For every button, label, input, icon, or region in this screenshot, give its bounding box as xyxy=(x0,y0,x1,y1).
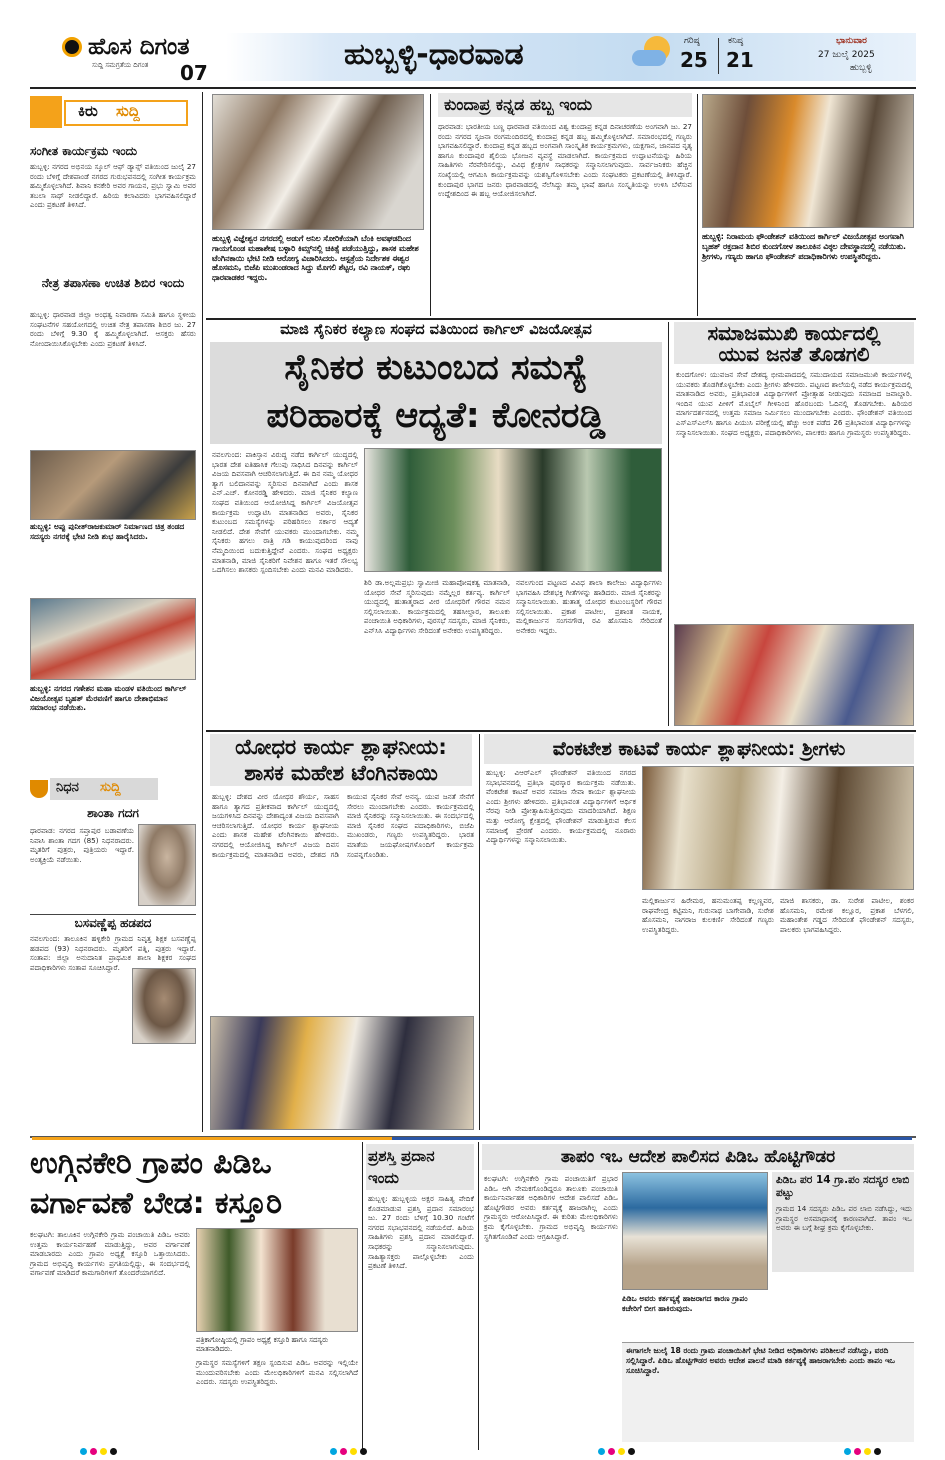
top-photo-2 xyxy=(702,94,914,228)
obit-divider xyxy=(30,914,196,915)
prashasti-headline-line1: ಪ್ರಶಸ್ತಿ ಪ್ರದಾನ xyxy=(368,1147,435,1165)
uggin-headline-line1: ಉಗ್ಗಿನಕೇರಿ ಗ್ರಾಪಂ ಪಿಡಿಒ xyxy=(30,1146,272,1181)
kiru-title-b: ಸುದ್ದಿ xyxy=(116,102,140,120)
top-photo-2-caption: ಹುಬ್ಬಳ್ಳಿ: ನಿರಾಮಯ ಫೌಂಡೇಶನ್ ವತಿಯಿಂದ ಕಾರ್ಗಿಲ್ ವಿಜಯೋತ್ಸವ ಅಂಗವಾಗಿ ಬೃಹತ್ ರಕ್ತದಾನ ಶಿಬಿರ ಕುಂದಗೋಳ ತಾಲೂಕಿನ ವಿಠ್ಠಲ ದೇವಸ್ಥಾನದಲ್ಲಿ ನಡೆಯಿತು. ಶ್ರೀಗಳು, ಗಣ್ಯರು ಹಾಗೂ ಫೌಂಡೇಶನ್ ಪದಾಧಿಕಾರಿಗಳು ಉಪಸ್ಥಿತರಿದ್ದರು. xyxy=(702,232,906,261)
kannada-habba-body: ಧಾರವಾಡ: ಭಾರತೀಯ ಬಣ್ಣ ಧಾರವಾಡ ವತಿಯಿಂದ ವಿಶ್ವ ಕುಂದಾಪ್ರ ಕನ್ನಡ ದಿನಾಚರಣೆಯ ಅಂಗವಾಗಿ ಜು. 27 ರಂದು ನಗರದ ಸೃಜನಾ ರಂಗಮಂದಿರದಲ್ಲಿ ಕುಂದಾಪ್ರ ಕನ್ನಡ ಹಬ್ಬ ಹಮ್ಮಿಕೊಳ್ಳಲಾಗಿದೆ. ಸಮಾರಂಭದಲ್ಲಿ ಗಣ್ಯರು ಭಾಗವಹಿಸಲಿದ್ದಾರೆ. ಕುಂದಾಪ್ರ ಕನ್ನಡ ಹಬ್ಬದ ಅಂಗವಾಗಿ ಸಾಂಸ್ಕೃತಿಕ ಕಾರ್ಯಕ್ರಮಗಳು, ಯಕ್ಷಗಾನ, ಜಾನಪದ ನೃತ್ಯ ಹಾಗೂ ಕುಂದಾಪುರ ಶೈಲಿಯ ಭೋಜನ ವ್ಯವಸ್ಥೆ ಮಾಡಲಾಗಿದೆ. ಕಾರ್ಯಕ್ರಮದ ಉದ್ಘಾಟನೆಯನ್ನು ಹಿರಿಯ ಸಾಹಿತಿಗಳು ನೆರವೇರಿಸಲಿದ್ದು, ವಿವಿಧ ಕ್ಷೇತ್ರಗಳ ಸಾಧಕರನ್ನು ಸನ್ಮಾನಿಸಲಾಗುವುದು. ಸಾರ್ವಜನಿಕರು ಹೆಚ್ಚಿನ ಸಂಖ್ಯೆಯಲ್ಲಿ ಆಗಮಿಸಿ ಕಾರ್ಯಕ್ರಮವನ್ನು ಯಶಸ್ವಿಗೊಳಿಸಬೇಕು ಎಂದು ಸಂಘಟಕರು ಪ್ರಕಟಣೆಯಲ್ಲಿ ತಿಳಿಸಿದ್ದಾರೆ. ಕುಂದಾಪುರ ಭಾಗದ ಜನರು ಧಾರವಾಡದಲ್ಲಿ ನೆಲೆಸಿದ್ದು ತಮ್ಮ ಭಾಷೆ ಹಾಗೂ ಸಂಸ್ಕೃತಿಯನ್ನು ಉಳಿಸಿ ಬೆಳೆಸುವ ಉದ್ದೇಶದಿಂದ ಈ ಹಬ್ಬ ಆಯೋಜಿಸಲಾಗಿದೆ. xyxy=(438,122,692,199)
max-temp: 25 xyxy=(680,48,708,72)
left-column-rule xyxy=(202,92,203,1132)
taapam-photo-caption: ಪಿಡಿಒ ಅವರು ಕರ್ತವ್ಯಕ್ಕೆ ಹಾಜರಾಗದ ಕಾರಣ ಗ್ರಾಪಂ ಕಚೇರಿಗೆ ಬೀಗ ಹಾಕಿರುವುದು. xyxy=(622,1294,748,1313)
youth-photo xyxy=(674,624,914,726)
taapam-side-headline: ಪಿಡಿಒ ಪರ 14 ಗ್ರಾ.ಪಂ ಸದಸ್ಯರ ಲಾಬಿ ಪಟ್ಟು xyxy=(776,1174,910,1199)
top-photo-1-caption: ಹುಬ್ಬಳ್ಳಿ ವಿಜ್ಞೇಶ್ವರ ನಗರದಲ್ಲಿ ಅಡುಗೆ ಅನಿಲ ಸೋರಿಕೆಯಾಗಿ ಬೆಂಕಿ ಅವಘಡದಿಂದ ಗಾಯಗೊಂಡ ಮಹಾಶೇಷ ಬಳ್ಳಾರಿ ಕಿಮ್ಸ್‌ನಲ್ಲಿ ಚಿಕಿತ್ಸೆ ಪಡೆಯುತ್ತಿದ್ದು, ಶಾಸಕ ಮಹೇಶ ಟೆಂಗಿನಕಾಯಿ ಭೇಟಿ ನೀಡಿ ಆರೋಗ್ಯ ವಿಚಾರಿಸಿದರು. ಆಸ್ಪತ್ರೆಯ ನಿರ್ದೇಶಕ ಈಶ್ವರ ಹೊಸಮನಿ, ಬಿಜೆಪಿ ಮುಖಂಡರಾದ ಸಿದ್ದು ಮೊಗಲಿ ಶೆಟ್ಟರ, ರವಿ ನಾಯಕ್, ರಘು ಧಾರವಾಡಕರ ಇದ್ದರು. xyxy=(212,234,419,283)
obit-2-photo xyxy=(132,968,196,1044)
yodha-headline-line1: ಯೋಧರ ಕಾರ್ಯ ಶ್ಲಾಘನೀಯ: xyxy=(235,735,447,759)
youth-headline-line2: ಯುವ ಜನತೆ ತೊಡಗಲಿ xyxy=(718,342,870,366)
uggin-photo-caption: ಪತ್ರಿಕಾಗೋಷ್ಠಿಯಲ್ಲಿ ಗ್ರಾಪಂ ಅಧ್ಯಕ್ಷೆ ಕಸ್ತೂರಿ ಹಾಗೂ ಸದಸ್ಯರು ಮಾತನಾಡಿದರು. xyxy=(196,1336,329,1353)
masthead-band xyxy=(226,33,916,81)
min-temp: 21 xyxy=(726,48,754,72)
obit-2-body-top: ನವಲಗುಂದ: ತಾಲೂಕಿನ ಹಳ್ಳಿಕೇರಿ ಗ್ರಾಮದ ನಿವೃತ್ತ ಶಿಕ್ಷಕ ಬಸವಣ್ಣೆಪ್ಪ ಹಡಪದ (93) ನಿಧನರಾದರು. ಮೃತರಿಗೆ ಪತ್ನಿ, ಪುತ್ರರು ಇದ್ದಾರೆ. ಸಂತಾಪ: ಜಿಲ್ಲಾ ಅನುದಾನಿತ ಪ್ರಾಥಮಿಕ ಶಾಲಾ ಶಿಕ್ಷಕರ ಸಂಘದ ಪದಾಧಿಕಾರಿಗಳು ಸಂತಾಪ ಸೂಚಿಸಿದ್ದಾರೆ. xyxy=(30,934,196,972)
venkatesh-body-col1: ಹುಬ್ಬಳ್ಳಿ: ವಿಆರ್‌ಎಲ್ ಫೌಂಡೇಶನ್ ವತಿಯಿಂದ ನಗರದ ಸಭಾಭವನದಲ್ಲಿ ಪ್ರತಿಭಾ ಪುರಸ್ಕಾರ ಕಾರ್ಯಕ್ರಮ ನಡೆಯಿತು. ವೆಂಕಟೇಶ ಕಾಟವೆ ಅವರ ಸಮಾಜ ಸೇವಾ ಕಾರ್ಯ ಶ್ಲಾಘನೀಯ ಎಂದು ಶ್ರೀಗಳು ಹೇಳಿದರು. ಪ್ರತಿಭಾವಂತ ವಿದ್ಯಾರ್ಥಿಗಳಿಗೆ ಆರ್ಥಿಕ ನೆರವು ನೀಡಿ ಪ್ರೋತ್ಸಾಹಿಸುತ್ತಿರುವುದು ಮಾದರಿಯಾಗಿದೆ. ಶಿಕ್ಷಣ ಮತ್ತು ಆರೋಗ್ಯ ಕ್ಷೇತ್ರದಲ್ಲಿ ಫೌಂಡೇಶನ್ ಮಾಡುತ್ತಿರುವ ಕೆಲಸ ಸಮಾಜಕ್ಕೆ ಪ್ರೇರಣೆ ಎಂದರು. ಕಾರ್ಯಕ್ರಮದಲ್ಲಿ ನೂರಾರು ವಿದ್ಯಾರ್ಥಿಗಳನ್ನು ಸನ್ಮಾನಿಸಲಾಯಿತು. xyxy=(486,768,636,845)
lead-body-col1: ನವಲಗುಂದ: ಪಾಕಿಸ್ತಾನ ವಿರುದ್ಧ ನಡೆದ ಕಾರ್ಗಿಲ್ ಯುದ್ಧದಲ್ಲಿ ಭಾರತ ದೇಶ ಐತಿಹಾಸಿಕ ಗೆಲುವು ಸಾಧಿಸಿದ ದಿನವನ್ನು ಕಾರ್ಗಿಲ್ ವಿಜಯ ದಿವಸವಾಗಿ ಆಚರಿಸಲಾಗುತ್ತಿದೆ. ಈ ದಿನ ನಮ್ಮ ಯೋಧರ ತ್ಯಾಗ ಬಲಿದಾನವನ್ನು ಸ್ಮರಿಸುವ ದಿನವಾಗಿದೆ ಎಂದು ಶಾಸಕ ಎನ್.ಎಚ್. ಕೋನರಡ್ಡಿ ಹೇಳಿದರು. ಮಾಜಿ ಸೈನಿಕರ ಕಲ್ಯಾಣ ಸಂಘದ ವತಿಯಿಂದ ಆಯೋಜಿಸಿದ್ದ ಕಾರ್ಗಿಲ್ ವಿಜಯೋತ್ಸವ ಕಾರ್ಯಕ್ರಮ ಉದ್ಘಾಟಿಸಿ ಮಾತನಾಡಿದ ಅವರು, ಸೈನಿಕರ ಕುಟುಂಬದ ಸಮಸ್ಯೆಗಳನ್ನು ಪರಿಹರಿಸಲು ಸರ್ಕಾರ ಆದ್ಯತೆ ನೀಡಲಿದೆ. ದೇಶ ಸೇವೆಗೆ ಯುವಕರು ಮುಂದಾಗಬೇಕು. ನಮ್ಮ ಸೈನಿಕರು ಹಗಲು ರಾತ್ರಿ ಗಡಿ ಕಾಯುವುದರಿಂದ ನಾವು ನೆಮ್ಮದಿಯಿಂದ ಬದುಕುತ್ತಿದ್ದೇವೆ ಎಂದರು. ಸಂಘದ ಅಧ್ಯಕ್ಷರು ಮಾತನಾಡಿ, ಮಾಜಿ ಸೈನಿಕರಿಗೆ ನಿವೇಶನ ಹಾಗೂ ಇತರೆ ಸೌಲಭ್ಯ ಒದಗಿಸಲು ಶಾಸಕರು ಸ್ಪಂದಿಸಬೇಕು ಎಂದು ಮನವಿ ಮಾಡಿದರು. xyxy=(212,450,358,575)
registration-dots-mid-left xyxy=(330,1448,367,1455)
masthead-city: ಹುಬ್ಬಳ್ಳಿ xyxy=(850,63,872,73)
taapam-body: ಕಲಘಟಗಿ: ಉಗ್ಗಿನಕೇರಿ ಗ್ರಾಮ ಪಂಚಾಯಿತಿಗೆ ಪ್ರಭಾರ ಪಿಡಿಒ ಆಗಿ ನೇಮಕಗೊಂಡಿದ್ದರೂ ತಾಲೂಕು ಪಂಚಾಯಿತಿ ಕಾರ್ಯನಿರ್ವಾಹಕ ಅಧಿಕಾರಿಗಳ ಆದೇಶ ಪಾಲಿಸದೆ ಪಿಡಿಒ ಹೊಟ್ಟಿಗೌಡರ ಅವರು ಕರ್ತವ್ಯಕ್ಕೆ ಹಾಜರಾಗಿಲ್ಲ ಎಂದು ಗ್ರಾಮಸ್ಥರು ಆರೋಪಿಸಿದ್ದಾರೆ. ಈ ಕುರಿತು ಮೇಲಧಿಕಾರಿಗಳು ಕ್ರಮ ಕೈಗೊಳ್ಳಬೇಕು. ಗ್ರಾಮದ ಅಭಿವೃದ್ಧಿ ಕಾರ್ಯಗಳು ಸ್ಥಗಿತಗೊಂಡಿವೆ ಎಂದು ಆಗ್ರಹಿಸಿದ್ದಾರೆ. xyxy=(484,1174,618,1241)
logo-tagline: ಸುದ್ದಿ ಸಮಗ್ರತೆಯ ದಿಗಂತ xyxy=(92,61,149,69)
uggin-rule xyxy=(362,1142,363,1450)
lead-headline-line1: ಸೈನಿಕರ ಕುಟುಂಬದ ಸಮಸ್ಯೆ xyxy=(284,348,588,388)
uggin-body-col1: ಕಲಘಟಗಿ: ತಾಲೂಕಿನ ಉಗ್ಗಿನಕೇರಿ ಗ್ರಾಮ ಪಂಚಾಯಿತಿ ಪಿಡಿಒ ಅವರು ಉತ್ತಮ ಕಾರ್ಯನಿರ್ವಹಣೆ ಮಾಡುತ್ತಿದ್ದು, ಅವರ ವರ್ಗಾವಣೆ ಮಾಡಬಾರದು ಎಂದು ಗ್ರಾಪಂ ಅಧ್ಯಕ್ಷೆ ಕಸ್ತೂರಿ ಒತ್ತಾಯಿಸಿದರು. ಗ್ರಾಮದ ಅಭಿವೃದ್ಧಿ ಕಾರ್ಯಗಳು ಪ್ರಗತಿಯಲ್ಲಿದ್ದು, ಈ ಸಂದರ್ಭದಲ್ಲಿ ವರ್ಗಾವಣೆ ಮಾಡಿದರೆ ಕಾಮಗಾರಿಗಳಿಗೆ ತೊಂದರೆಯಾಗಲಿದೆ. xyxy=(30,1230,190,1278)
lead-rule xyxy=(668,322,669,726)
obit-2-name: ಬಸವಣ್ಣೆಪ್ಪ ಹಡಪದ xyxy=(74,916,152,930)
youth-body: ಕುಂದಗೋಳ: ಯುವಜನ ಸೇವೆ ದೇಶದ್ಯ ಭೀಮಪಾದದಲ್ಲಿ ಸಮುದಾಯದ ಸಮಾಜಮುಖಿ ಕಾರ್ಯಗಳಲ್ಲಿ ಯುವಕರು ತೊಡಗಿಕೊಳ್ಳಬೇಕು ಎಂದು ಶ್ರೀಗಳು ಹೇಳಿದರು. ಪಟ್ಟಣದ ಶಾಲೆಯಲ್ಲಿ ನಡೆದ ಕಾರ್ಯಕ್ರಮದಲ್ಲಿ ಮಾತನಾಡಿದ ಅವರು, ಪ್ರತಿಭಾವಂತ ವಿದ್ಯಾರ್ಥಿಗಳಿಗೆ ಪ್ರೋತ್ಸಾಹ ನೀಡುವುದು ಸಮಾಜದ ಜವಾಬ್ದಾರಿ. ಇಂದಿನ ಯುವ ಪೀಳಿಗೆ ಮೊಬೈಲ್ ಗೀಳಿನಿಂದ ಹೊರಬಂದು ಓದಿನಲ್ಲಿ ತೊಡಗಬೇಕು. ಹಿರಿಯರ ಮಾರ್ಗದರ್ಶನದಲ್ಲಿ ಉತ್ತಮ ಸಮಾಜ ನಿರ್ಮಿಸಲು ಮುಂದಾಗಬೇಕು ಎಂದರು. ಫೌಂಡೇಶನ್ ವತಿಯಿಂದ ಎಸ್‌ಎಸ್‌ಎಲ್‌ಸಿ ಹಾಗೂ ಪಿಯುಸಿ ಪರೀಕ್ಷೆಯಲ್ಲಿ ಹೆಚ್ಚು ಅಂಕ ಪಡೆದ 26 ಪ್ರತಿಭಾವಂತ ವಿದ್ಯಾರ್ಥಿಗಳನ್ನು ಸನ್ಮಾನಿಸಲಾಯಿತು. ಸಂಘದ ಅಧ್ಯಕ್ಷರು, ಪದಾಧಿಕಾರಿಗಳು, ಪಾಲಕರು ಹಾಗೂ ಗ್ರಾಮಸ್ಥರು ಉಪಸ್ಥಿತರಿದ್ದರು. xyxy=(676,370,912,437)
kiru-photo-1 xyxy=(30,450,196,520)
top-rule xyxy=(30,87,916,89)
lamp-icon xyxy=(30,780,48,798)
logo-block xyxy=(30,31,226,87)
obit-1-body: ಧಾರವಾಡ: ನಗರದ ಸಪ್ತಾಪುರ ಬಡಾವಣೆಯ ನಿವಾಸಿ ಶಾಂತಾ ಗದಗ (85) ನಿಧನರಾದರು. ಮೃತರಿಗೆ ಪುತ್ರರು, ಪುತ್ರಿಯರು ಇದ್ದಾರೆ. ಅಂತ್ಯಕ್ರಿಯೆ ನಡೆಯಿತು. xyxy=(30,826,134,864)
yodha-body: ಹುಬ್ಬಳ್ಳಿ: ದೇಶದ ವೀರ ಯೋಧರ ಶೌರ್ಯ, ಸಾಹಸ ಹಾಗೂ ತ್ಯಾಗದ ಪ್ರತೀಕವಾದ ಕಾರ್ಗಿಲ್ ಯುದ್ಧದಲ್ಲಿ ಜಯಗಳಿಸಿದ ದಿನವನ್ನು ದೇಶಾದ್ಯಂತ ವಿಜಯ ದಿವಸವಾಗಿ ಆಚರಿಸಲಾಗುತ್ತಿದೆ. ಯೋಧರ ಕಾರ್ಯ ಶ್ಲಾಘನೀಯ ಎಂದು ಶಾಸಕ ಮಹೇಶ ಟೆಂಗಿನಕಾಯಿ ಹೇಳಿದರು. ನಗರದಲ್ಲಿ ಆಯೋಜಿಸಿದ್ದ ಕಾರ್ಗಿಲ್ ವಿಜಯ ದಿವಸ ಕಾರ್ಯಕ್ರಮದಲ್ಲಿ ಮಾತನಾಡಿದ ಅವರು, ದೇಶದ ಗಡಿ ಕಾಯುವ ಸೈನಿಕರ ಸೇವೆ ಅನನ್ಯ. ಯುವ ಜನತೆ ಸೇನೆಗೆ ಸೇರಲು ಮುಂದಾಗಬೇಕು ಎಂದರು. ಕಾರ್ಯಕ್ರಮದಲ್ಲಿ ಮಾಜಿ ಸೈನಿಕರನ್ನು ಸನ್ಮಾನಿಸಲಾಯಿತು. ಈ ಸಂದರ್ಭದಲ್ಲಿ ಮಾಜಿ ಸೈನಿಕರ ಸಂಘದ ಪದಾಧಿಕಾರಿಗಳು, ಬಿಜೆಪಿ ಮುಖಂಡರು, ಗಣ್ಯರು ಉಪಸ್ಥಿತರಿದ್ದರು. ಭಾರತ ಮಾತೆಯ ಜಯಘೋಷಗಳೊಂದಿಗೆ ಕಾರ್ಯಕ್ರಮ ಸಂಪನ್ನಗೊಂಡಿತು. xyxy=(212,792,474,859)
taapam-side-body: ಗ್ರಾಮದ 14 ಸದಸ್ಯರು ಪಿಡಿಒ ಪರ ಲಾಬಿ ನಡೆಸಿದ್ದು, ಇದು ಗ್ರಾಮಸ್ಥರ ಅಸಮಾಧಾನಕ್ಕೆ ಕಾರಣವಾಗಿದೆ. ತಾಪಂ ಇಒ ಅವರು ಈ ಬಗ್ಗೆ ಶೀಘ್ರ ಕ್ರಮ ಕೈಗೊಳ್ಳಬೇಕು. xyxy=(776,1204,912,1233)
lead-body-col2: ಶಿರಿ ಡಾ.ಅಲ್ಲಮಪ್ರಭು ಸ್ವಾಮೀಜಿ ಮಹಾಪೋಷಕತ್ವ ಮಾತನಾಡಿ, ಯೋಧರ ಸೇವೆ ಸ್ಮರಿಸುವುದು ನಮ್ಮೆಲ್ಲರ ಕರ್ತವ್ಯ. ಕಾರ್ಗಿಲ್ ಯುದ್ಧದಲ್ಲಿ ಹುತಾತ್ಮರಾದ ವೀರ ಯೋಧರಿಗೆ ಗೌರವ ನಮನ ಸಲ್ಲಿಸಲಾಯಿತು. ಕಾರ್ಯಕ್ರಮದಲ್ಲಿ ತಹಸೀಲ್ದಾರ, ತಾಲೂಕು ಪಂಚಾಯಿತಿ ಅಧಿಕಾರಿಗಳು, ಪುರಸಭೆ ಸದಸ್ಯರು, ಮಾಜಿ ಸೈನಿಕರು, ಎನ್‌ಸಿಸಿ ವಿದ್ಯಾರ್ಥಿಗಳು ಸೇರಿದಂತೆ ಅನೇಕರು ಉಪಸ್ಥಿತರಿದ್ದರು. xyxy=(364,578,510,635)
prashasti-body: ಹುಬ್ಬಳ್ಳಿ: ಹುಬ್ಬಳ್ಳಿಯ ಅಕ್ಷರ ಸಾಹಿತ್ಯ ವೇದಿಕೆ ಕೊಡಮಾಡುವ ಪ್ರಶಸ್ತಿ ಪ್ರದಾನ ಸಮಾರಂಭ ಜು. 27 ರಂದು ಬೆಳಿಗ್ಗೆ 10.30 ಗಂಟೆಗೆ ನಗರದ ಸಭಾಭವನದಲ್ಲಿ ನಡೆಯಲಿದೆ. ಹಿರಿಯ ಸಾಹಿತಿಗಳು ಪ್ರಶಸ್ತಿ ಪ್ರದಾನ ಮಾಡಲಿದ್ದಾರೆ. ಸಾಧಕರನ್ನು ಸನ್ಮಾನಿಸಲಾಗುವುದು. ಸಾಹಿತ್ಯಾಸಕ್ತರು ಪಾಲ್ಗೊಳ್ಳಬೇಕು ಎಂದು ಪ್ರಕಟಣೆ ತಿಳಿಸಿದೆ. xyxy=(368,1194,474,1271)
taapam-highlight-text: ಈಗಾಗಲೇ ಜುಲೈ 18 ರಂದು ಗ್ರಾಮ ಪಂಚಾಯಿತಿಗೆ ಭೇಟಿ ನೀಡಿದ ಅಧಿಕಾರಿಗಳು ಪರಿಶೀಲನೆ ನಡೆಸಿದ್ದು, ವರದಿ ಸಲ್ಲಿಸಿದ್ದಾರೆ. ಪಿಡಿಒ ಹೊಟ್ಟಿಗೌಡರ ಅವರು ಆದೇಶ ಪಾಲನೆ ಮಾಡಿ ಕರ್ತವ್ಯಕ್ಕೆ ಹಾಜರಾಗಬೇಕು ಎಂದು ತಾಪಂ ಇಒ ಸೂಚಿಸಿದ್ದಾರೆ. xyxy=(626,1346,896,1375)
kiru-photo-1-caption: ಹುಬ್ಬಳ್ಳಿ: ಅಪ್ಪು ಪುನೀತ್‌ರಾಜಕುಮಾರ್ ನಿರ್ಮಾಣದ ಚಿತ್ರ ತಂಡದ ಸದಸ್ಯರು ನಗರಕ್ಕೆ ಭೇಟಿ ನೀಡಿ ಶುಭ ಹಾರೈಸಿದರು. xyxy=(30,522,185,541)
kannada-habba-headline: ಕುಂದಾಪ್ರ ಕನ್ನಡ ಹಬ್ಬ ಇಂದು xyxy=(444,95,593,114)
registration-dots-mid-right xyxy=(598,1448,635,1455)
prashasti-headline-line2: ಇಂದು xyxy=(368,1169,399,1187)
accent-bar-blue xyxy=(392,1137,912,1140)
masthead-day: ಭಾನುವಾರ xyxy=(836,36,867,46)
accent-bar-yellow xyxy=(32,1137,392,1140)
kiru-suddi-column xyxy=(30,92,198,1132)
obit-title-b: ಸುದ್ದಿ xyxy=(100,780,121,795)
obit-1-photo xyxy=(138,824,196,906)
taapam-photo xyxy=(622,1172,768,1290)
uggin-photo xyxy=(196,1228,358,1332)
yodha-rule xyxy=(479,734,480,1130)
kiru-item-2-title: ನೇತ್ರ ತಪಾಸಣಾ ಉಚಿತ ಶಿಬಿರ ಇಂದು xyxy=(41,276,185,290)
uggin-headline-line2: ವರ್ಗಾವಣೆ ಬೇಡ: ಕಸ್ತೂರಿ xyxy=(30,1186,283,1221)
uggin-body-col2: ಗ್ರಾಮಸ್ಥರ ಸಮಸ್ಯೆಗಳಿಗೆ ತಕ್ಷಣ ಸ್ಪಂದಿಸುವ ಪಿಡಿಒ ಅವರನ್ನು ಇಲ್ಲಿಯೇ ಮುಂದುವರಿಸಬೇಕು ಎಂದು ಮೇಲಧಿಕಾರಿಗಳಿಗೆ ಮನವಿ ಸಲ್ಲಿಸಲಾಗಿದೆ ಎಂದರು. ಸದಸ್ಯರು ಉಪಸ್ಥಿತರಿದ್ದರು. xyxy=(196,1358,358,1387)
section-title: ಹುಬ್ಬಳ್ಳಿ-ಧಾರವಾಡ xyxy=(344,37,524,72)
temp-divider xyxy=(718,38,719,74)
top-rule-2 xyxy=(697,94,698,316)
yodha-headline-line2: ಶಾಸಕ ಮಹೇಶ ಟೆಂಗಿನಕಾಯಿ xyxy=(244,761,438,785)
logo-emblem-icon xyxy=(62,37,82,57)
kiru-item-1-body: ಹುಬ್ಬಳ್ಳಿ: ನಗರದ ಅಭಿನಯ ಸ್ಕೂಲ್ ಆಫ್ ಡ್ಯಾನ್ಸ್ ವತಿಯಿಂದ ಜುಲೈ 27 ರಂದು ಬೆಳಿಗ್ಗೆ ದೇಶಪಾಂಡೆ ನಗರದ ಗುರುಭವನದಲ್ಲಿ ಸಂಗೀತ ಕಾರ್ಯಕ್ರಮ ಹಮ್ಮಿಕೊಳ್ಳಲಾಗಿದೆ. ಶಿವಾನಿ ಕನಕೇರಿ ಅವರ ಗಾಯನ, ಪ್ರಭು ಸ್ವಾಮಿ ಅವರ ತಬಲಾ ಸಾಥ್ ನೀಡಲಿದ್ದಾರೆ. ಹಿರಿಯ ಕಲಾವಿದರು ಭಾಗವಹಿಸಲಿದ್ದಾರೆ ಎಂದು ಪ್ರಕಟಣೆ ತಿಳಿಸಿದೆ. xyxy=(30,162,196,210)
obit-title-a: ನಿಧನ xyxy=(56,780,79,795)
weather-icon xyxy=(630,34,674,72)
lead-photo xyxy=(364,448,662,572)
masthead-date: 27 ಜುಲೈ 2025 xyxy=(818,50,875,60)
page-number: 07 xyxy=(180,61,208,85)
min-temp-label: ಕನಿಷ್ಠ xyxy=(728,36,744,46)
registration-dots-left xyxy=(80,1448,117,1455)
top-photo-1 xyxy=(212,94,424,230)
masthead xyxy=(0,0,945,88)
max-temp-label: ಗರಿಷ್ಠ xyxy=(684,36,700,46)
lead-headline-line2: ಪರಿಹಾರಕ್ಕೆ ಆದ್ಯತೆ: ಕೋನರಡ್ಡಿ xyxy=(266,396,606,436)
venkatesh-body-col2: ಮಲ್ಲಿಕಾರ್ಜುನ ಹಿರೇಮಠ, ಹನುಮಂತಪ್ಪ ಕಲ್ಲಣ್ಣವರ, ರಾಘವೇಂದ್ರ ಕಟ್ಟಿಮನಿ, ಗುರುನಾಥ ಬಾಗೇವಾಡಿ, ಸುರೇಶ ಹೊಸಮನಿ, ನಾಗರಾಜ ಕುಲಕರ್ಣಿ ಸೇರಿದಂತೆ ಗಣ್ಯರು ಉಪಸ್ಥಿತರಿದ್ದರು. xyxy=(642,896,774,934)
logo-text: ಹೊಸ ದಿಗಂತ xyxy=(88,34,190,60)
venkatesh-photo xyxy=(642,766,914,890)
yodha-photo xyxy=(210,1016,474,1130)
obit-header xyxy=(30,778,160,802)
row2-rule xyxy=(206,730,916,732)
lead-kicker: ಮಾಜಿ ಸೈನಿಕರ ಕಲ್ಯಾಣ ಸಂಘದ ವತಿಯಿಂದ ಕಾರ್ಗಿಲ್ ವಿಜಯೋತ್ಸವ xyxy=(280,322,592,338)
kiru-item-1-title: ಸಂಗೀತ ಕಾರ್ಯಕ್ರಮ ಇಂದು xyxy=(30,144,138,158)
kiru-photo-2-caption: ಹುಬ್ಬಳ್ಳಿ: ನಗರದ ಗಣೇಶನ ಮಹಾ ಮಂಡಳ ವತಿಯಿಂದ ಕಾರ್ಗಿಲ್ ವಿಜಯೋತ್ಸವ ಬೃಹತ್ ಮೆರವಣಿಗೆ ಹಾಗೂ ದೇಶಾಭಿಮಾನ ಸಮಾರಂಭ ನಡೆಯಿತು. xyxy=(30,684,187,713)
registration-dots-right xyxy=(844,1448,881,1455)
prashasti-rule xyxy=(478,1142,479,1450)
obit-1-name: ಶಾಂತಾ ಗದಗ xyxy=(87,806,139,820)
kiru-title-a: ಕಿರು xyxy=(78,102,98,120)
kiru-header xyxy=(30,94,190,130)
top-rule-1 xyxy=(430,94,431,316)
taapam-headline: ತಾಪಂ ಇಒ ಆದೇಶ ಪಾಲಿಸದ ಪಿಡಿಒ ಹೊಟ್ಟಿಗೌಡರ xyxy=(560,1147,836,1167)
kiru-item-2-body: ಹುಬ್ಬಳ್ಳಿ: ಧಾರವಾಡ ಜಿಲ್ಲಾ ಅಂಧತ್ವ ನಿವಾರಣಾ ಸಮಿತಿ ಹಾಗೂ ಸ್ಥಳೀಯ ಸಂಘಟನೆಗಳ ಸಹಯೋಗದಲ್ಲಿ ಉಚಿತ ನೇತ್ರ ತಪಾಸಣಾ ಶಿಬಿರ ಜು. 27 ರಂದು ಬೆಳಿಗ್ಗೆ 9.30 ಕ್ಕೆ ಹಮ್ಮಿಕೊಳ್ಳಲಾಗಿದೆ. ಆಸಕ್ತರು ಹೆಸರು ನೋಂದಾಯಿಸಿಕೊಳ್ಳಬೇಕು ಎಂದು ಪ್ರಕಟಣೆ ತಿಳಿಸಿದೆ. xyxy=(30,310,196,348)
venkatesh-body-col3: ಮಾಜಿ ಶಾಸಕರು, ಡಾ. ಸುರೇಶ ಪಾಟೀಲ, ಶಂಕರ ಹೊಸಮನಿ, ರಮೇಶ ಕಲ್ಲೂರ, ಪ್ರಕಾಶ ಬೆಳಗಲಿ, ಮಹಾಂತೇಶ ಗಡ್ಡದ ಸೇರಿದಂತೆ ಫೌಂಡೇಶನ್ ಸದಸ್ಯರು, ಪಾಲಕರು ಭಾಗವಹಿಸಿದ್ದರು. xyxy=(780,896,914,934)
hand-icon xyxy=(30,96,62,128)
lead-body-col3: ನವಲಗುಂದ ಪಟ್ಟಣದ ವಿವಿಧ ಶಾಲಾ ಕಾಲೇಜು ವಿದ್ಯಾರ್ಥಿಗಳು ಭಾಗವಹಿಸಿ ದೇಶಭಕ್ತಿ ಗೀತೆಗಳನ್ನು ಹಾಡಿದರು. ಮಾಜಿ ಸೈನಿಕರನ್ನು ಸನ್ಮಾನಿಸಲಾಯಿತು. ಹುತಾತ್ಮ ಯೋಧರ ಕುಟುಂಬಸ್ಥರಿಗೆ ಗೌರವ ಸಲ್ಲಿಸಲಾಯಿತು. ಪ್ರಕಾಶ ಪಾಟೀಲ, ಪ್ರಶಾಂತ ನಾಯಕ, ಮಲ್ಲಿಕಾರ್ಜುನ ಸಂಗನಗೌಡ, ರವಿ ಹೊಸಮನಿ ಸೇರಿದಂತೆ ಅನೇಕರು ಇದ್ದರು. xyxy=(516,578,662,635)
youth-headline-line1: ಸಮಾಜಮುಖಿ ಕಾರ್ಯದಲ್ಲಿ xyxy=(707,321,881,345)
kiru-photo-2 xyxy=(30,598,196,680)
venkatesh-headline: ವೆಂಕಟೇಶ ಕಾಟವೆ ಕಾರ್ಯ ಶ್ಲಾಘನೀಯ: ಶ್ರೀಗಳು xyxy=(552,738,846,760)
